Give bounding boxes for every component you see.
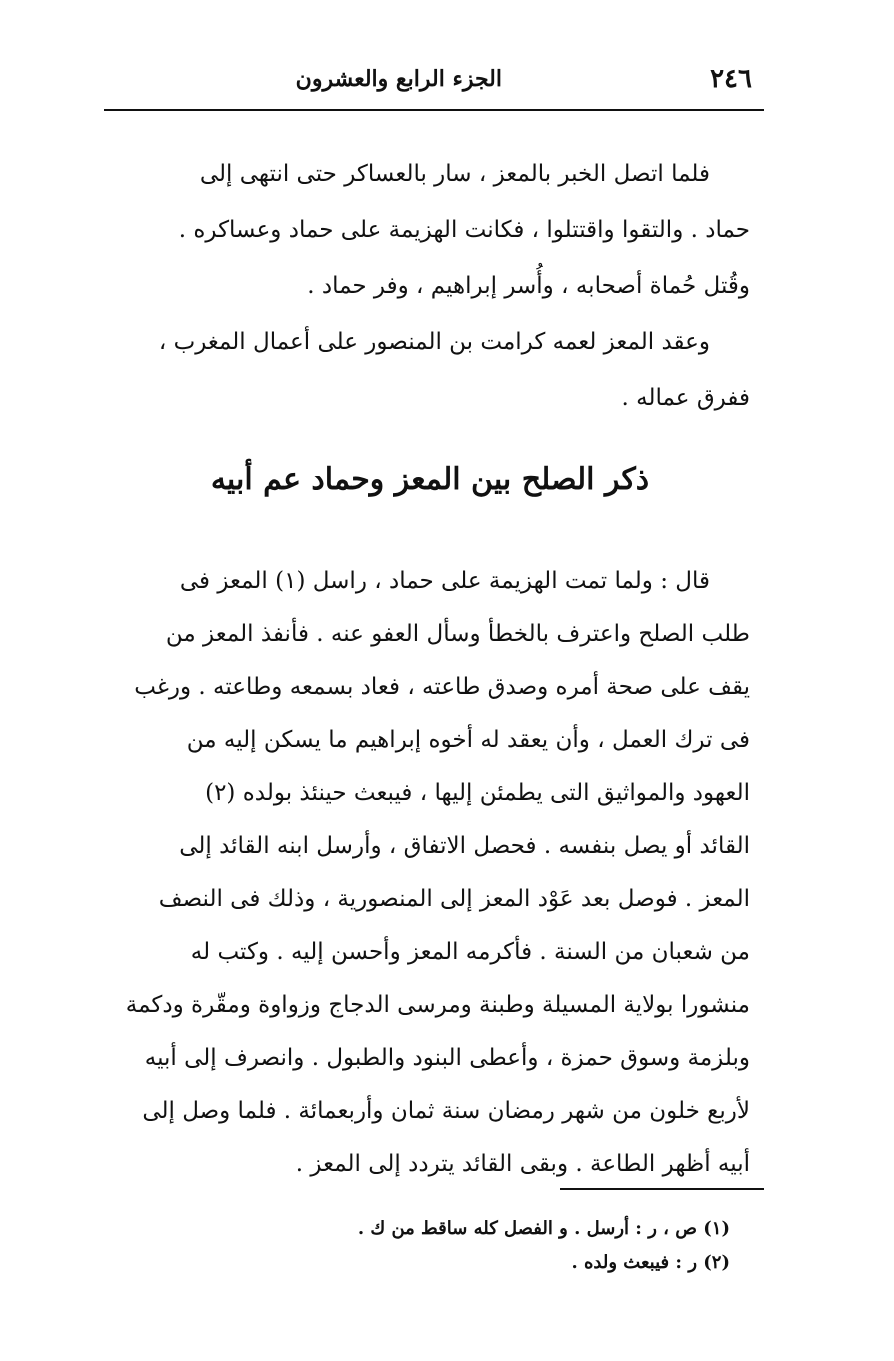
page-number: ٢٤٦ bbox=[710, 64, 752, 94]
paragraph-2 bbox=[110, 314, 750, 426]
footnote-2: (٢) ر : فيبعث ولده . bbox=[571, 1252, 730, 1273]
running-header bbox=[104, 58, 764, 102]
paragraph-line: لأربع خلون من شهر رمضان سنة ثمان وأربعمائة . فلما وصل إلى bbox=[142, 1098, 750, 1124]
paragraph-1 bbox=[110, 146, 750, 314]
paragraph-line: فلما اتصل الخبر بالمعز ، سار بالعساكر حتى انتهى إلى bbox=[199, 161, 710, 187]
paragraph-3 bbox=[110, 555, 750, 1191]
paragraph-line: قال : ولما تمت الهزيمة على حماد ، راسل (١) المعز فى bbox=[179, 568, 710, 594]
paragraph-line: طلب الصلح واعترف بالخطأ وسأل العفو عنه . فأنفذ المعز من bbox=[165, 621, 750, 647]
paragraph-line: أبيه أظهر الطاعة . وبقى القائد يتردد إلى المعز . bbox=[295, 1151, 750, 1177]
paragraph-line: من شعبان من السنة . فأكرمه المعز وأحسن إليه . وكتب له bbox=[190, 939, 750, 965]
paragraph-line: العهود والمواثيق التى يطمئن إليها ، فيبعث حينئذ بولده (٢) bbox=[205, 780, 750, 806]
footnote-1: (١) ص ، ر : أرسل . و الفصل كله ساقط من ك . bbox=[357, 1218, 730, 1239]
paragraph-line: حماد . والتقوا واقتتلوا ، فكانت الهزيمة على حماد وعساكره . bbox=[178, 217, 750, 243]
paragraph-line: القائد أو يصل بنفسه . فحصل الاتفاق ، وأرسل ابنه القائد إلى bbox=[179, 833, 750, 859]
header-rule bbox=[104, 109, 764, 111]
paragraph-line: وقُتل حُماة أصحابه ، وأُسر إبراهيم ، وفر حماد . bbox=[307, 273, 750, 299]
section-heading: ذكر الصلح بين المعز وحماد عم أبيه bbox=[210, 462, 650, 497]
paragraph-line: يقف على صحة أمره وصدق طاعته ، فعاد بسمعه وطاعته . ورغب bbox=[134, 674, 750, 700]
running-title: الجزء الرابع والعشرون bbox=[295, 66, 502, 92]
paragraph-line: منشورا بولاية المسيلة وطبنة ومرسى الدجاج وزواوة ومقّرة ودكمة bbox=[125, 992, 750, 1018]
footnote-rule bbox=[560, 1188, 764, 1190]
paragraph-line: ففرق عماله . bbox=[621, 385, 750, 411]
paragraph-line: وبلزمة وسوق حمزة ، وأعطى البنود والطبول . وانصرف إلى أبيه bbox=[144, 1045, 750, 1071]
footnotes bbox=[300, 1212, 730, 1280]
paragraph-line: وعقد المعز لعمه كرامت بن المنصور على أعمال المغرب ، bbox=[158, 329, 710, 355]
paragraph-line: فى ترك العمل ، وأن يعقد له أخوه إبراهيم ما يسكن إليه من bbox=[186, 727, 750, 753]
paragraph-line: المعز . فوصل بعد عَوْد المعز إلى المنصورية ، وذلك فى النصف bbox=[158, 886, 750, 912]
